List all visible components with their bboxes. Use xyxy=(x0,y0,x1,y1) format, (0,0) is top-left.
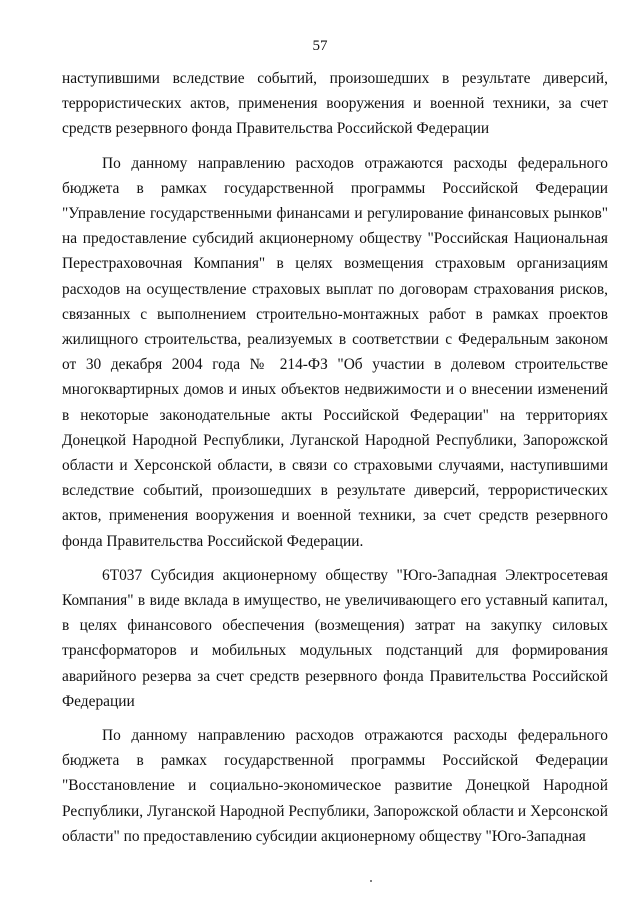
page-number: 57 xyxy=(312,38,328,54)
paragraph-continuation: наступившими вследствие событий, произошедших в результате диверсий, террористических актов, применения вооружения и военной техники, за счет средств резервного фонда Правительства Российской Федерации xyxy=(62,70,608,138)
document-body xyxy=(62,66,608,858)
paragraph-expense-description-2: По данному направлению расходов отражаются расходы федерального бюджета в рамках государственной программы Российской Федерации "Восстановление и социально-экономическое развитие Донецкой Народной Республики, Луганской Народной Республики, Запорожской области и Херсонской области" по предоставлению субсидии акционерному обществу "Юго-Западная xyxy=(62,727,608,845)
paragraph-expense-description: По данному направлению расходов отражаются расходы федерального бюджета в рамках государственной программы Российской Федерации "Управление государственными финансами и регулирование финансовых рынков" на предоставление субсидий акционерному обществу "Российская Национальная Перестраховочная Компания" в целях возмещения страховым организациям расходов на осуществление страховых выплат по договорам страхования рисков, связанных с выполнением строительно-монтажных работ в рамках проектов жилищного строительства, реализуемых в соответствии с Федеральным законом от 30 декабря 2004 года № 214-ФЗ "Об участии в долевом строительстве многоквартирных домов и иных объектов недвижимости и о внесении изменений в некоторые законодательные акты Российской Федерации" на территориях Донецкой Народной Республики, Луганской Народной Республики, Запорожской области и Херсонской области, в связи со страховыми случаями, наступившими вследствие событий, произошедших в результате диверсий, террористических актов, применения вооружения и военной техники, за счет средств резервного фонда Правительства Российской Федерации. xyxy=(62,154,608,550)
paragraph-subsidy-6t037: 6Т037 Субсидия акционерному обществу "Юго-Западная Электросетевая Компания" в виде вклада в имущество, не увеличивающего его уставный капитал, в целях финансового обеспечения (возмещения) затрат на закупку силовых трансформаторов и мобильных модульных подстанций для формирования аварийного резерва за счет средств резервного фонда Правительства Российской Федерации xyxy=(62,566,608,710)
scan-speck xyxy=(370,880,372,882)
